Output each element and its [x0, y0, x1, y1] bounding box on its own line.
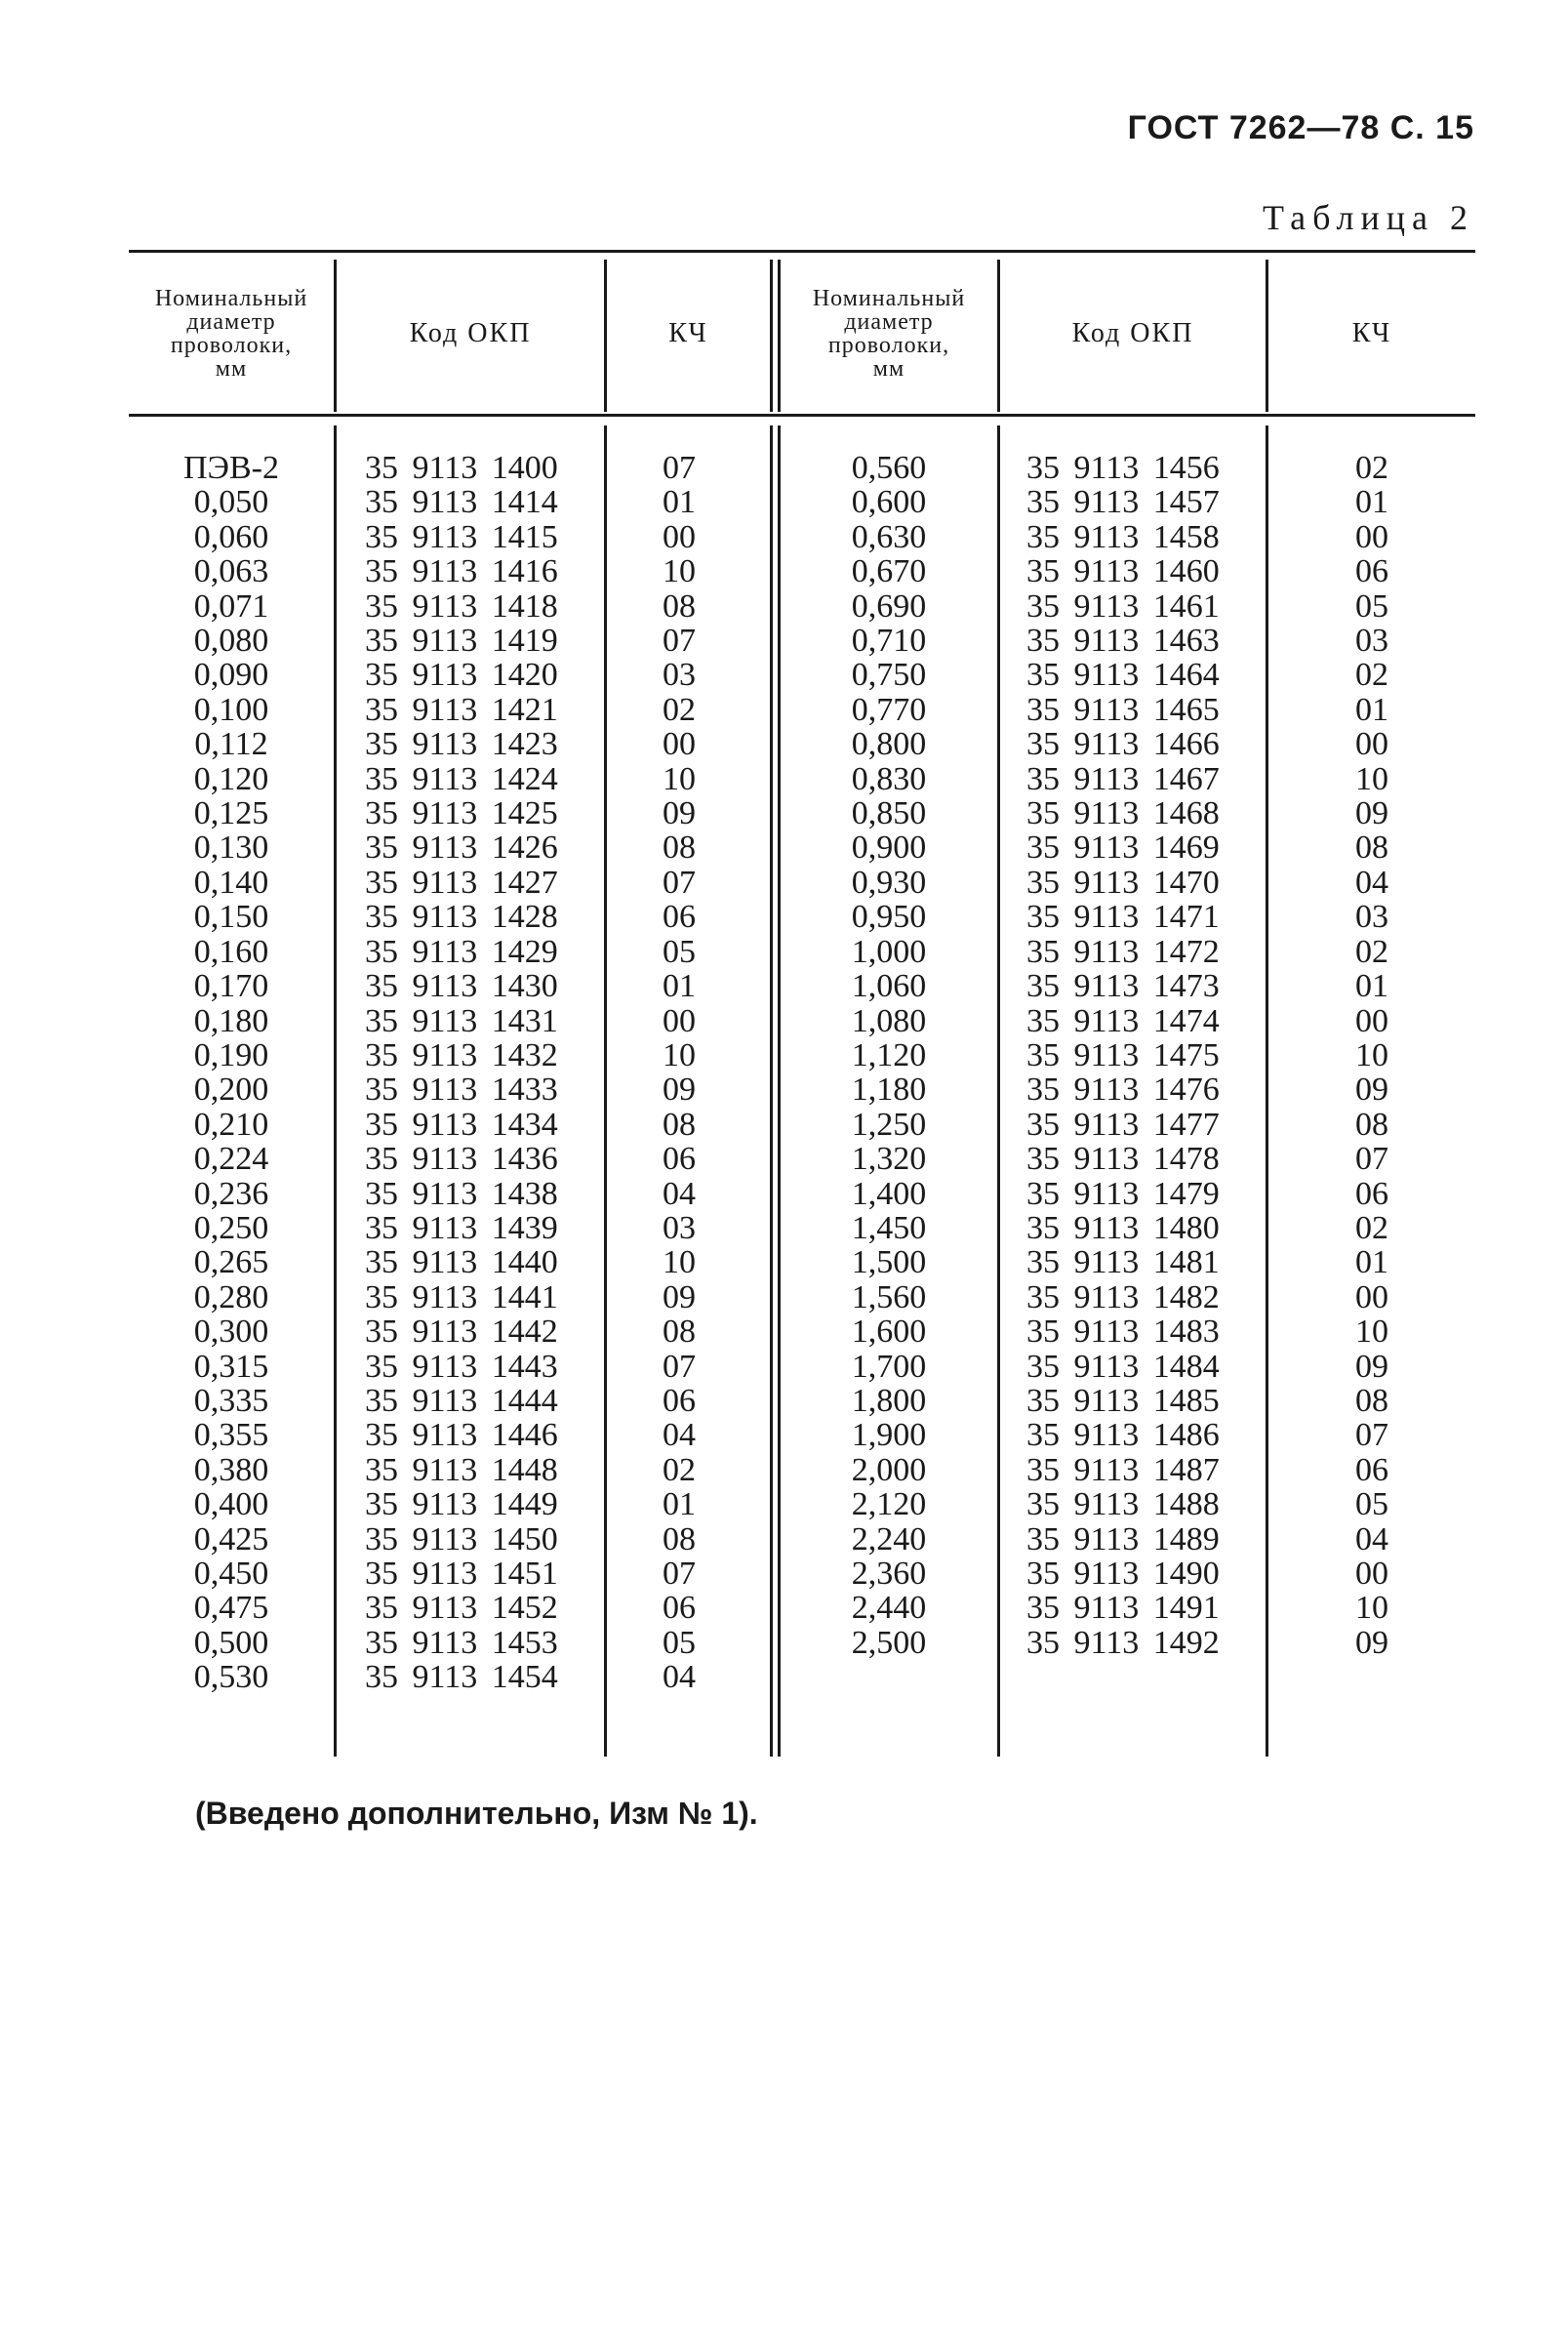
- column-kch-right: [1268, 451, 1475, 1660]
- header-diameter-line: проволоки,: [827, 333, 950, 358]
- kch-cell: 02: [663, 691, 696, 728]
- kch-cell: 08: [663, 587, 696, 625]
- column-double-divider: [770, 260, 773, 412]
- diameter-cell: 0,125: [193, 795, 269, 832]
- kch-cell: 06: [1355, 1175, 1388, 1212]
- okp-code-cell: 35 9113 1425: [365, 795, 558, 832]
- okp-code-cell: 35 9113 1482: [1026, 1278, 1220, 1315]
- kch-cell: 09: [1355, 1071, 1388, 1109]
- kch-cell: 09: [663, 795, 696, 832]
- kch-cell: 05: [1355, 1486, 1388, 1523]
- kch-cell: 08: [663, 1314, 696, 1351]
- kch-cell: 06: [663, 1382, 696, 1419]
- okp-code-cell: 35 9113 1451: [365, 1556, 558, 1592]
- diameter-cell: 0,300: [193, 1314, 269, 1351]
- okp-code-cell: 35 9113 1483: [1026, 1314, 1220, 1351]
- kch-cell: 03: [663, 1209, 696, 1246]
- diameter-cell: 0,800: [851, 726, 927, 763]
- diameter-cell: 0,080: [193, 623, 269, 660]
- diameter-cell: 0,600: [851, 484, 927, 521]
- kch-cell: 01: [1355, 691, 1388, 728]
- kch-cell: 07: [663, 1348, 696, 1385]
- diameter-cell: 1,180: [851, 1071, 927, 1109]
- okp-code-cell: 35 9113 1470: [1026, 864, 1220, 901]
- kch-cell: 07: [1355, 1417, 1388, 1454]
- diameter-cell: 1,900: [851, 1417, 927, 1454]
- kch-cell: 02: [1355, 933, 1388, 970]
- okp-code-cell: 35 9113 1431: [365, 1002, 558, 1039]
- header-code-left: Код ОКП: [409, 318, 532, 348]
- kch-cell: 06: [663, 1590, 696, 1627]
- okp-code-cell: 35 9113 1426: [365, 829, 558, 867]
- okp-code-cell: 35 9113 1478: [1026, 1141, 1220, 1178]
- okp-code-cell: 35 9113 1453: [365, 1624, 558, 1661]
- column-code-left: [365, 451, 599, 1695]
- diameter-cell: 0,500: [193, 1624, 269, 1661]
- diameter-cell: 0,140: [193, 864, 269, 901]
- okp-code-cell: 35 9113 1448: [365, 1451, 558, 1488]
- kch-cell: 01: [663, 484, 696, 521]
- kch-cell: 00: [1355, 1556, 1388, 1592]
- diameter-cell: 0,210: [193, 1106, 269, 1143]
- diameter-cell: 0,236: [193, 1175, 269, 1212]
- okp-code-cell: 35 9113 1475: [1026, 1036, 1220, 1073]
- kch-cell: 10: [663, 760, 696, 797]
- okp-code-cell: 35 9113 1487: [1026, 1451, 1220, 1488]
- kch-cell: 08: [663, 1106, 696, 1143]
- table-caption: Таблица 2: [1263, 198, 1474, 237]
- kch-cell: 09: [1355, 1624, 1388, 1661]
- kch-cell: 02: [1355, 1209, 1388, 1246]
- kch-cell: 10: [1355, 760, 1388, 797]
- header-code-right: Код ОКП: [1071, 318, 1194, 348]
- diameter-cell: 2,000: [851, 1451, 927, 1488]
- kch-cell: 03: [1355, 623, 1388, 660]
- okp-code-cell: 35 9113 1420: [365, 657, 558, 694]
- header-diameter-line: проволоки,: [170, 333, 293, 358]
- diameter-cell: 0,425: [193, 1520, 269, 1557]
- diameter-cell: 1,700: [851, 1348, 927, 1385]
- kch-cell: 00: [663, 726, 696, 763]
- okp-code-cell: 35 9113 1469: [1026, 829, 1220, 867]
- header-diameter-line: диаметр: [844, 309, 934, 335]
- okp-code-cell: 35 9113 1439: [365, 1209, 558, 1246]
- okp-code-cell: 35 9113 1419: [365, 623, 558, 660]
- kch-cell: 10: [663, 553, 696, 590]
- okp-code-cell: 35 9113 1458: [1026, 518, 1220, 555]
- diameter-cell: 2,240: [851, 1520, 927, 1557]
- okp-code-cell: 35 9113 1460: [1026, 553, 1220, 590]
- kch-cell: 09: [1355, 1348, 1388, 1385]
- diameter-cell: 1,400: [851, 1175, 927, 1212]
- kch-cell: 00: [1355, 726, 1388, 763]
- kch-cell: 07: [663, 1556, 696, 1592]
- kch-cell: 04: [663, 1175, 696, 1212]
- okp-code-cell: 35 9113 1461: [1026, 587, 1220, 625]
- okp-code-cell: 35 9113 1430: [365, 968, 558, 1005]
- okp-code-cell: 35 9113 1477: [1026, 1106, 1220, 1143]
- kch-cell: 02: [1355, 657, 1388, 694]
- table-top-rule: [129, 250, 1475, 253]
- diameter-cell: 0,060: [193, 518, 269, 555]
- okp-code-cell: 35 9113 1418: [365, 587, 558, 625]
- okp-code-cell: 35 9113 1464: [1026, 657, 1220, 694]
- kch-cell: 07: [663, 450, 696, 486]
- column-divider: [997, 425, 1000, 1757]
- diameter-cell: 2,500: [851, 1624, 927, 1661]
- okp-code-cell: 35 9113 1454: [365, 1659, 558, 1696]
- diameter-cell: 0,315: [193, 1348, 269, 1385]
- header-diameter-line: мм: [215, 356, 248, 382]
- okp-code-cell: 35 9113 1441: [365, 1278, 558, 1315]
- diameter-cell: 0,560: [851, 450, 927, 486]
- kch-cell: 05: [1355, 587, 1388, 625]
- header-diameter-line: Номинальный: [812, 286, 966, 311]
- diameter-cell: 0,112: [194, 726, 268, 763]
- okp-code-cell: 35 9113 1486: [1026, 1417, 1220, 1454]
- diameter-cell: 0,400: [193, 1486, 269, 1523]
- diameter-cell: 0,750: [851, 657, 927, 694]
- okp-code-cell: 35 9113 1474: [1026, 1002, 1220, 1039]
- okp-code-cell: 35 9113 1489: [1026, 1520, 1220, 1557]
- diameter-cell: 0,770: [851, 691, 927, 728]
- okp-code-cell: 35 9113 1452: [365, 1590, 558, 1627]
- diameter-cell: 0,224: [193, 1141, 269, 1178]
- kch-cell: 07: [663, 864, 696, 901]
- okp-code-cell: 35 9113 1457: [1026, 484, 1220, 521]
- diameter-cell: 0,830: [851, 760, 927, 797]
- okp-code-cell: 35 9113 1476: [1026, 1071, 1220, 1109]
- okp-code-cell: 35 9113 1491: [1026, 1590, 1220, 1627]
- okp-code-cell: 35 9113 1479: [1026, 1175, 1220, 1212]
- okp-code-cell: 35 9113 1450: [365, 1520, 558, 1557]
- kch-cell: 02: [663, 1451, 696, 1488]
- header-kch-right: КЧ: [1351, 318, 1392, 348]
- okp-code-cell: 35 9113 1424: [365, 760, 558, 797]
- okp-code-cell: 35 9113 1446: [365, 1417, 558, 1454]
- column-kch-left: [607, 451, 751, 1695]
- okp-code-cell: 35 9113 1427: [365, 864, 558, 901]
- okp-code-cell: 35 9113 1449: [365, 1486, 558, 1523]
- kch-cell: 07: [663, 623, 696, 660]
- kch-cell: 00: [663, 1002, 696, 1039]
- diameter-cell: 1,250: [851, 1106, 927, 1143]
- diameter-cell: 0,250: [193, 1209, 269, 1246]
- okp-code-cell: 35 9113 1436: [365, 1141, 558, 1178]
- diameter-cell: 0,710: [851, 623, 927, 660]
- diameter-cell: 1,000: [851, 933, 927, 970]
- kch-cell: 06: [1355, 1451, 1388, 1488]
- diameter-cell: ПЭВ-2: [183, 450, 279, 486]
- kch-cell: 06: [663, 899, 696, 936]
- diameter-cell: 0,120: [193, 760, 269, 797]
- okp-code-cell: 35 9113 1440: [365, 1244, 558, 1281]
- diameter-cell: 1,060: [851, 968, 927, 1005]
- kch-cell: 01: [663, 968, 696, 1005]
- diameter-cell: 0,180: [193, 1002, 269, 1039]
- diameter-cell: 0,850: [851, 795, 927, 832]
- okp-code-cell: 35 9113 1468: [1026, 795, 1220, 832]
- kch-cell: 09: [663, 1278, 696, 1315]
- diameter-cell: 0,050: [193, 484, 269, 521]
- okp-code-cell: 35 9113 1463: [1026, 623, 1220, 660]
- kch-cell: 09: [663, 1071, 696, 1109]
- page-title: ГОСТ 7262—78 С. 15: [1127, 109, 1474, 146]
- header-diameter-line: мм: [872, 356, 905, 382]
- kch-cell: 00: [1355, 518, 1388, 555]
- diameter-cell: 2,360: [851, 1556, 927, 1592]
- okp-code-cell: 35 9113 1472: [1026, 933, 1220, 970]
- diameter-cell: 1,450: [851, 1209, 927, 1246]
- column-code-right: [1026, 451, 1261, 1660]
- diameter-cell: 0,280: [193, 1278, 269, 1315]
- kch-cell: 01: [663, 1486, 696, 1523]
- diameter-cell: 0,690: [851, 587, 927, 625]
- okp-code-cell: 35 9113 1416: [365, 553, 558, 590]
- kch-cell: 08: [1355, 829, 1388, 867]
- okp-code-cell: 35 9113 1414: [365, 484, 558, 521]
- kch-cell: 06: [1355, 553, 1388, 590]
- okp-code-cell: 35 9113 1400: [365, 450, 558, 486]
- diameter-cell: 0,090: [193, 657, 269, 694]
- column-diameter-right: [781, 451, 997, 1660]
- diameter-cell: 0,530: [193, 1659, 269, 1696]
- okp-code-cell: 35 9113 1488: [1026, 1486, 1220, 1523]
- diameter-cell: 0,190: [193, 1036, 269, 1073]
- okp-code-cell: 35 9113 1465: [1026, 691, 1220, 728]
- okp-code-cell: 35 9113 1429: [365, 933, 558, 970]
- okp-code-cell: 35 9113 1423: [365, 726, 558, 763]
- diameter-cell: 0,475: [193, 1590, 269, 1627]
- okp-code-cell: 35 9113 1415: [365, 518, 558, 555]
- kch-cell: 00: [663, 518, 696, 555]
- diameter-cell: 0,063: [193, 553, 269, 590]
- okp-code-cell: 35 9113 1485: [1026, 1382, 1220, 1419]
- kch-cell: 02: [1355, 450, 1388, 486]
- header-kch-left: КЧ: [668, 318, 708, 348]
- kch-cell: 00: [1355, 1278, 1388, 1315]
- header-diameter-line: Номинальный: [154, 286, 308, 311]
- kch-cell: 03: [1355, 899, 1388, 936]
- diameter-cell: 0,355: [193, 1417, 269, 1454]
- diameter-cell: 0,335: [193, 1382, 269, 1419]
- diameter-cell: 0,170: [193, 968, 269, 1005]
- okp-code-cell: 35 9113 1490: [1026, 1556, 1220, 1592]
- diameter-cell: 0,160: [193, 933, 269, 970]
- table-header-rule: [129, 414, 1475, 417]
- diameter-cell: 0,930: [851, 864, 927, 901]
- okp-code-cell: 35 9113 1467: [1026, 760, 1220, 797]
- okp-code-cell: 35 9113 1428: [365, 899, 558, 936]
- kch-cell: 04: [663, 1417, 696, 1454]
- kch-cell: 05: [663, 1624, 696, 1661]
- diameter-cell: 2,120: [851, 1486, 927, 1523]
- kch-cell: 04: [1355, 1520, 1388, 1557]
- okp-code-cell: 35 9113 1492: [1026, 1624, 1220, 1661]
- kch-cell: 10: [1355, 1590, 1388, 1627]
- diameter-cell: 0,200: [193, 1071, 269, 1109]
- diameter-cell: 1,600: [851, 1314, 927, 1351]
- column-divider: [334, 425, 337, 1757]
- diameter-cell: 0,130: [193, 829, 269, 867]
- kch-cell: 08: [1355, 1106, 1388, 1143]
- diameter-cell: 0,900: [851, 829, 927, 867]
- column-diameter-left: [129, 451, 334, 1695]
- kch-cell: 07: [1355, 1141, 1388, 1178]
- okp-code-cell: 35 9113 1466: [1026, 726, 1220, 763]
- kch-cell: 09: [1355, 795, 1388, 832]
- header-diameter-right: [781, 256, 997, 412]
- kch-cell: 10: [1355, 1314, 1388, 1351]
- kch-cell: 01: [1355, 484, 1388, 521]
- kch-cell: 08: [663, 1520, 696, 1557]
- okp-code-cell: 35 9113 1481: [1026, 1244, 1220, 1281]
- okp-code-cell: 35 9113 1434: [365, 1106, 558, 1143]
- okp-code-cell: 35 9113 1421: [365, 691, 558, 728]
- okp-code-cell: 35 9113 1444: [365, 1382, 558, 1419]
- kch-cell: 00: [1355, 1002, 1388, 1039]
- okp-code-cell: 35 9113 1433: [365, 1071, 558, 1109]
- kch-cell: 08: [1355, 1382, 1388, 1419]
- kch-cell: 10: [1355, 1036, 1388, 1073]
- kch-cell: 10: [663, 1244, 696, 1281]
- kch-cell: 01: [1355, 1244, 1388, 1281]
- kch-cell: 06: [663, 1141, 696, 1178]
- diameter-cell: 1,800: [851, 1382, 927, 1419]
- okp-code-cell: 35 9113 1471: [1026, 899, 1220, 936]
- diameter-cell: 0,630: [851, 518, 927, 555]
- diameter-cell: 1,560: [851, 1278, 927, 1315]
- diameter-cell: 0,071: [193, 587, 269, 625]
- diameter-cell: 0,380: [193, 1451, 269, 1488]
- okp-code-cell: 35 9113 1442: [365, 1314, 558, 1351]
- okp-code-cell: 35 9113 1443: [365, 1348, 558, 1385]
- diameter-cell: 2,440: [851, 1590, 927, 1627]
- header-diameter-line: диаметр: [186, 309, 276, 335]
- kch-cell: 01: [1355, 968, 1388, 1005]
- header-diameter-left: [129, 256, 334, 412]
- diameter-cell: 1,500: [851, 1244, 927, 1281]
- diameter-cell: 0,100: [193, 691, 269, 728]
- diameter-cell: 0,450: [193, 1556, 269, 1592]
- diameter-cell: 0,670: [851, 553, 927, 590]
- kch-cell: 03: [663, 657, 696, 694]
- diameter-cell: 0,265: [193, 1244, 269, 1281]
- kch-cell: 05: [663, 933, 696, 970]
- okp-code-cell: 35 9113 1480: [1026, 1209, 1220, 1246]
- diameter-cell: 1,080: [851, 1002, 927, 1039]
- okp-code-cell: 35 9113 1432: [365, 1036, 558, 1073]
- okp-code-cell: 35 9113 1456: [1026, 450, 1220, 486]
- okp-code-cell: 35 9113 1484: [1026, 1348, 1220, 1385]
- okp-code-cell: 35 9113 1438: [365, 1175, 558, 1212]
- kch-cell: 04: [1355, 864, 1388, 901]
- column-double-divider: [770, 425, 773, 1757]
- okp-code-cell: 35 9113 1473: [1026, 968, 1220, 1005]
- diameter-cell: 0,950: [851, 899, 927, 936]
- kch-cell: 10: [663, 1036, 696, 1073]
- kch-cell: 08: [663, 829, 696, 867]
- diameter-cell: 1,120: [851, 1036, 927, 1073]
- kch-cell: 04: [663, 1659, 696, 1696]
- diameter-cell: 0,150: [193, 899, 269, 936]
- amendment-note: (Введено дополнительно, Изм № 1).: [195, 1796, 758, 1831]
- diameter-cell: 1,320: [851, 1141, 927, 1178]
